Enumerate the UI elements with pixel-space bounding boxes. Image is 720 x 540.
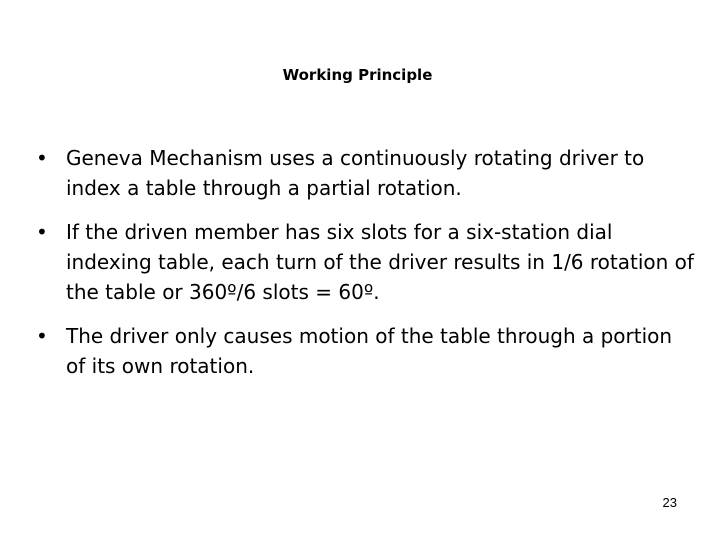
bullet-list bbox=[36, 143, 696, 395]
bullet-text-2: If the driven member has six slots for a six-station dial indexing table, each turn of the driver results in 1/6 rotation of the table or 360º/6 slots = 60º. bbox=[66, 220, 694, 304]
bullet-text-1: Geneva Mechanism uses a continuously rotating driver to index a table through a partial rotation. bbox=[66, 146, 645, 200]
bullet-item-1 bbox=[36, 143, 696, 203]
bullet-marker: • bbox=[36, 220, 48, 244]
bullet-item-3 bbox=[36, 321, 696, 381]
slide-title: Working Principle bbox=[282, 66, 433, 84]
bullet-marker: • bbox=[36, 146, 48, 170]
bullet-item-2 bbox=[36, 217, 696, 307]
page-number: 23 bbox=[662, 495, 677, 510]
bullet-text-3: The driver only causes motion of the table through a portion of its own rotation. bbox=[66, 324, 673, 378]
bullet-marker: • bbox=[36, 324, 48, 348]
